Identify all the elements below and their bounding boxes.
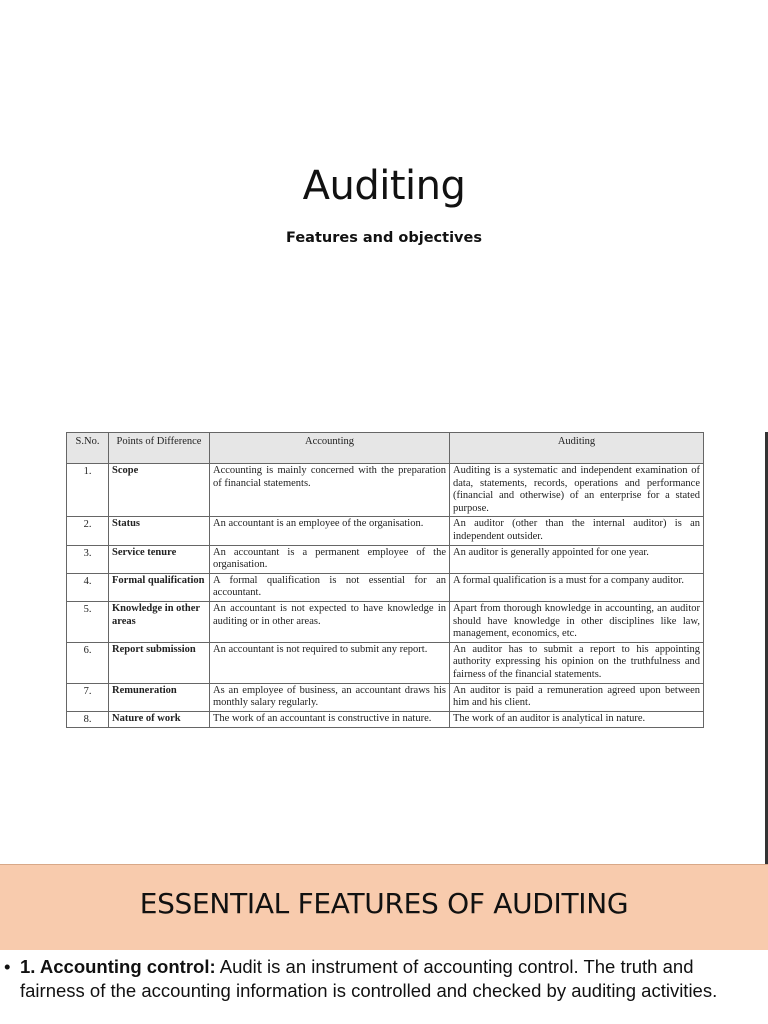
slide-subtitle: Features and objectives (286, 230, 482, 246)
row-accounting: The work of an accountant is constructive in nature. (210, 711, 450, 728)
header-points: Points of Difference (109, 433, 210, 464)
row-accounting: An accountant is not required to submit any report. (210, 642, 450, 683)
slide-2-heading: ESSENTIAL FEATURES OF AUDITING (139, 887, 629, 920)
bullet-body (20, 955, 760, 1003)
row-point: Scope (109, 464, 210, 517)
row-point: Formal qualification (109, 573, 210, 601)
comparison-table (66, 432, 704, 728)
bullet-text: Audit is an instrument of accounting control. The truth and fairness of the accounting information is controlled and checked by auditing activities. (20, 956, 718, 1001)
row-sno: 2. (67, 517, 109, 545)
row-sno: 5. (67, 601, 109, 642)
row-sno: 3. (67, 545, 109, 573)
row-sno: 1. (67, 464, 109, 517)
row-point: Service tenure (109, 545, 210, 573)
row-auditing: An auditor has to submit a report to his appointing authority expressing his opinion on the truthfulness and fairness of the financial statements. (450, 642, 704, 683)
table-row (67, 464, 704, 517)
table-row (67, 573, 704, 601)
header-sno: S.No. (67, 433, 109, 464)
row-auditing: Auditing is a systematic and independent examination of data, statements, records, operations and performance (financial and otherwise) of an enterprise for a stated purpose. (450, 464, 704, 517)
slide-2-heading-band (0, 864, 768, 950)
table-header-row (67, 433, 704, 464)
row-point: Report submission (109, 642, 210, 683)
row-auditing: Apart from thorough knowledge in accounting, an auditor should have knowledge in other disciplines like law, management, economics, etc. (450, 601, 704, 642)
table-row (67, 517, 704, 545)
table-row (67, 545, 704, 573)
row-accounting: An accountant is an employee of the organisation. (210, 517, 450, 545)
row-auditing: The work of an auditor is analytical in nature. (450, 711, 704, 728)
row-sno: 8. (67, 711, 109, 728)
row-auditing: A formal qualification is a must for a company auditor. (450, 573, 704, 601)
row-point: Status (109, 517, 210, 545)
row-auditing: An auditor (other than the internal auditor) is an independent outsider. (450, 517, 704, 545)
table-row (67, 601, 704, 642)
bullet-lead: 1. Accounting control: (20, 956, 216, 977)
row-accounting: Accounting is mainly concerned with the preparation of financial statements. (210, 464, 450, 517)
slide-title: Auditing (302, 163, 466, 209)
row-sno: 4. (67, 573, 109, 601)
row-auditing: An auditor is generally appointed for one year. (450, 545, 704, 573)
row-accounting: As an employee of business, an accountant draws his monthly salary regularly. (210, 683, 450, 711)
row-point: Knowledge in other areas (109, 601, 210, 642)
bullet-symbol: • (4, 956, 11, 977)
header-accounting: Accounting (210, 433, 450, 464)
row-sno: 6. (67, 642, 109, 683)
row-auditing: An auditor is paid a remuneration agreed upon between him and his client. (450, 683, 704, 711)
table-row (67, 683, 704, 711)
row-sno: 7. (67, 683, 109, 711)
row-point: Nature of work (109, 711, 210, 728)
bullet-item (0, 955, 760, 1003)
row-point: Remuneration (109, 683, 210, 711)
row-accounting: An accountant is a permanent employee of the organisation. (210, 545, 450, 573)
header-auditing: Auditing (450, 433, 704, 464)
row-accounting: A formal qualification is not essential for an accountant. (210, 573, 450, 601)
table-row (67, 711, 704, 728)
table-row (67, 642, 704, 683)
row-accounting: An accountant is not expected to have knowledge in auditing or in other areas. (210, 601, 450, 642)
